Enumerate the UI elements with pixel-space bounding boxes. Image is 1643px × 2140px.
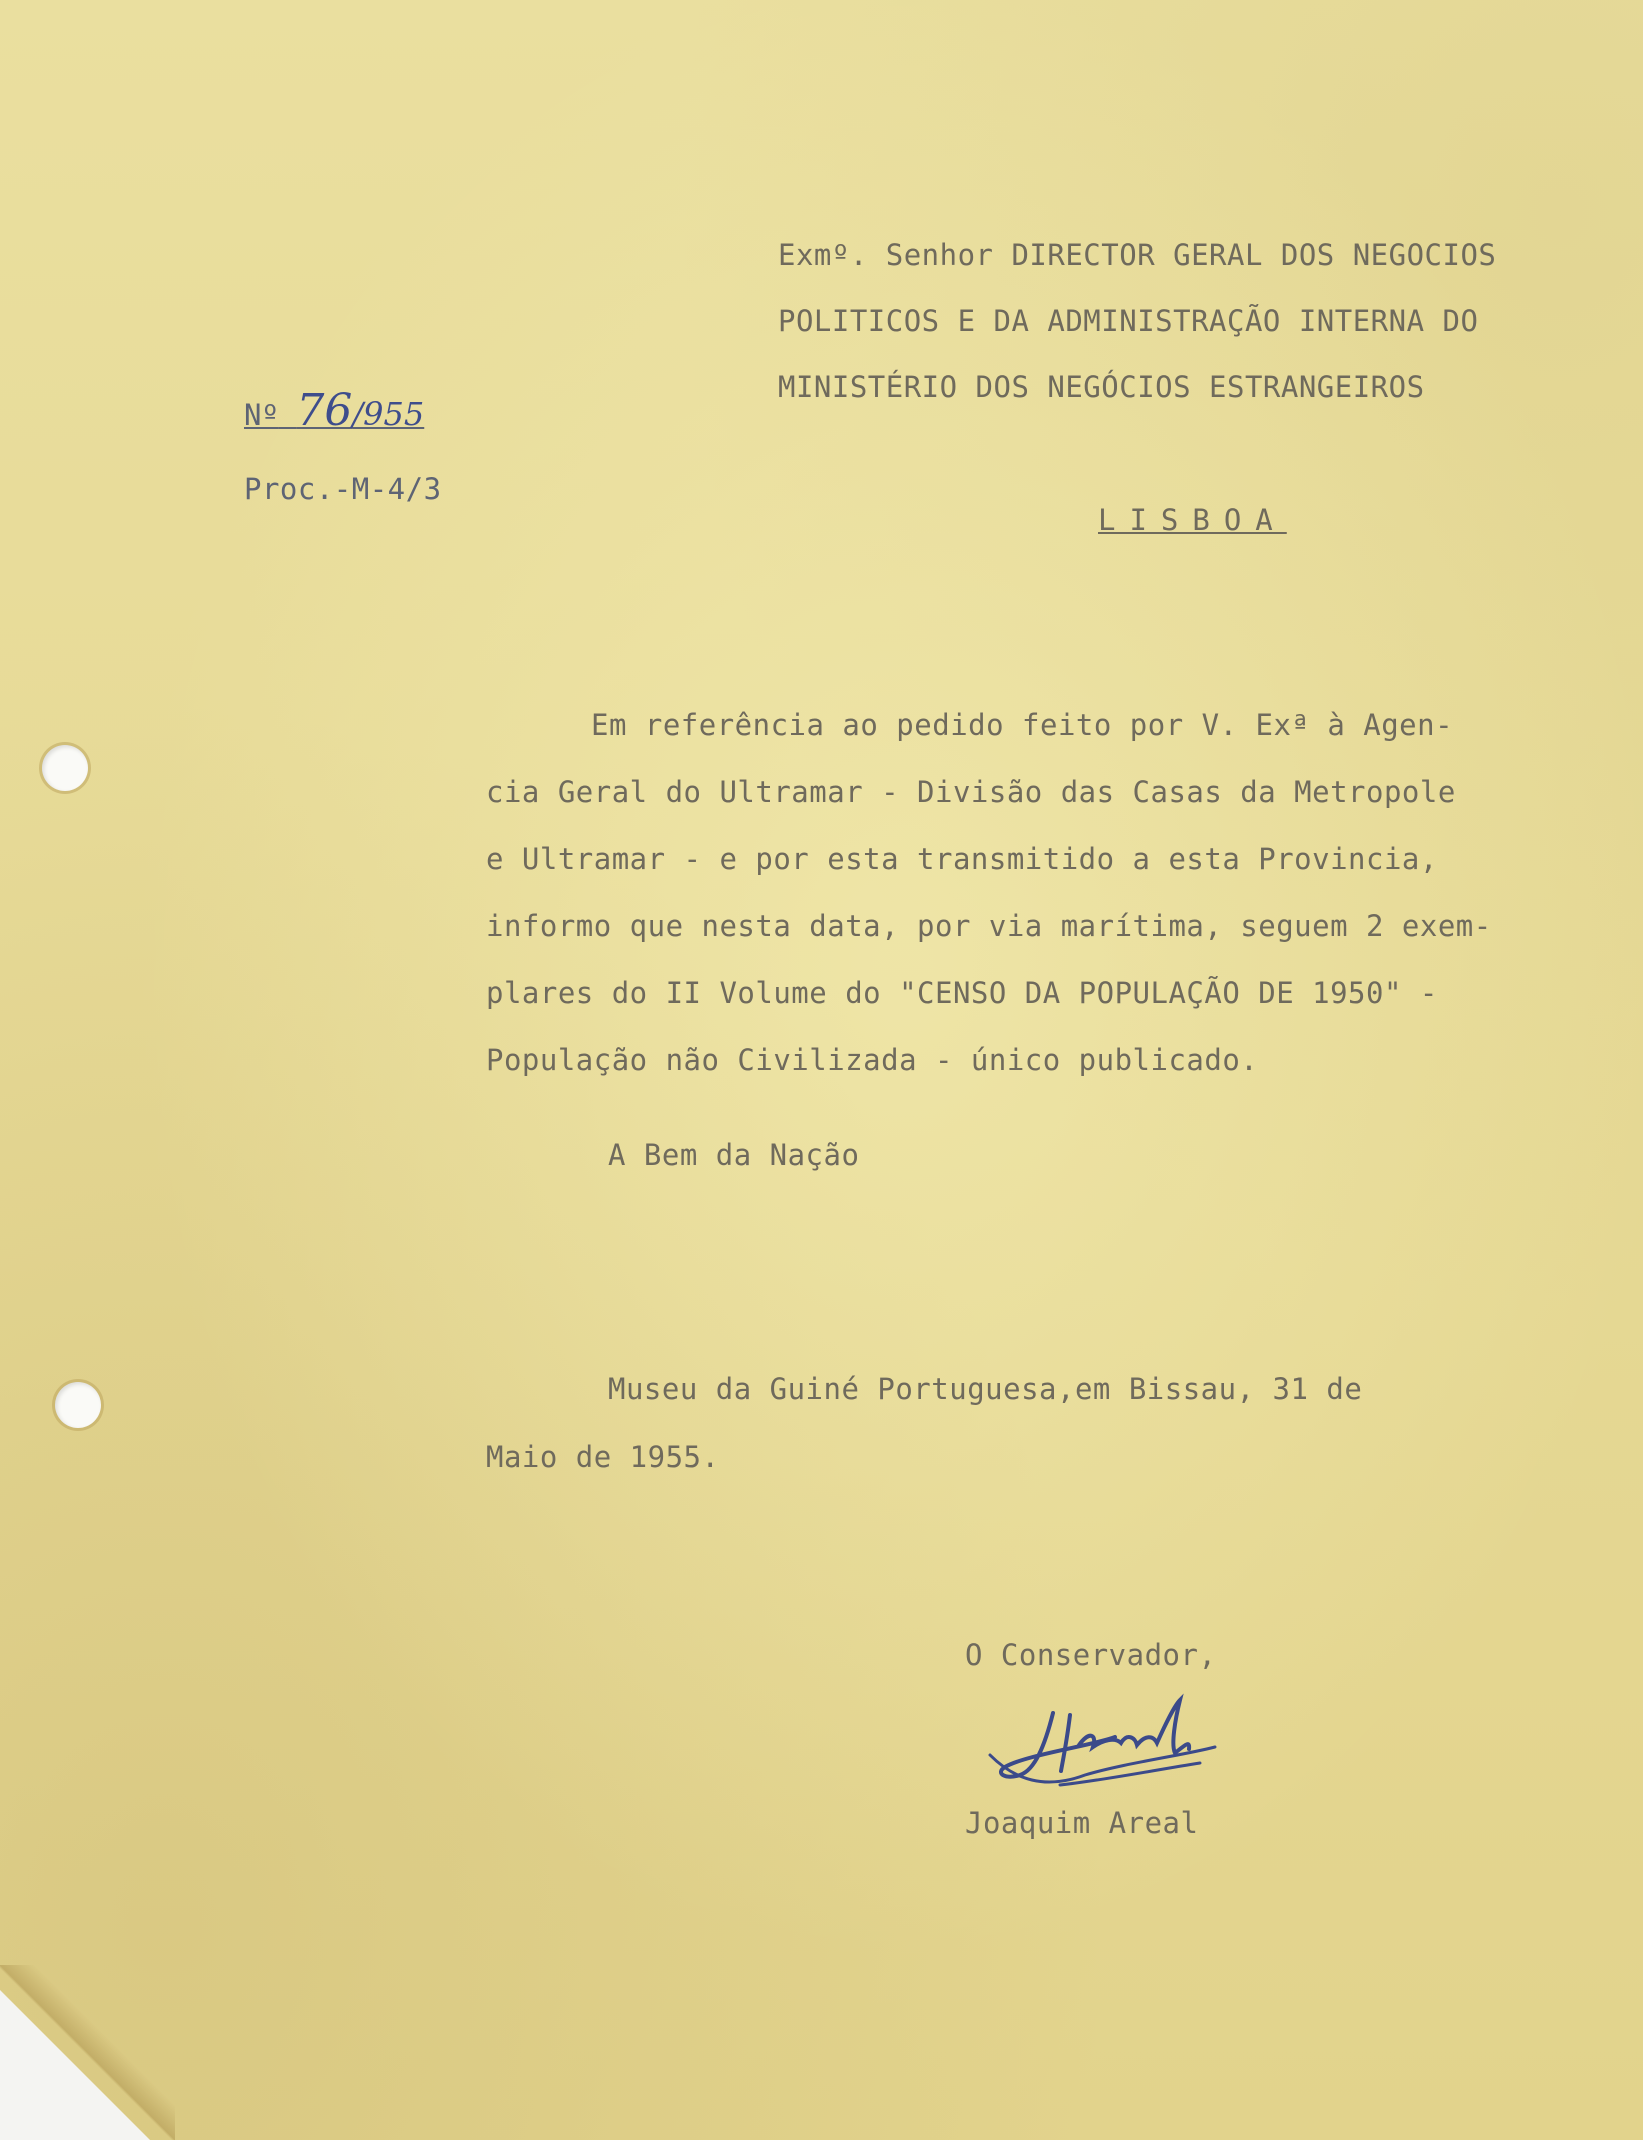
signatory-name: Joaquim Areal: [965, 1806, 1199, 1840]
reference-number-handwritten: 76: [296, 385, 353, 436]
place-date-line-2: Maio de 1955.: [486, 1440, 720, 1474]
addressee-line-1: Exmº. Senhor DIRECTOR GERAL DOS NEGOCIOS: [778, 238, 1497, 272]
body-line-1: Em referência ao pedido feito por V. Exª à Agen-: [591, 708, 1454, 742]
process-reference: Proc.-M-4/3: [244, 472, 442, 506]
place-date-line-1: Museu da Guiné Portuguesa,em Bissau, 31 de: [608, 1372, 1363, 1406]
addressee-block: [778, 222, 1496, 420]
punch-hole-bottom: [55, 1382, 101, 1428]
signature: [975, 1685, 1265, 1800]
body-line-6: População não Civilizada - único publicado.: [486, 1043, 1259, 1077]
body-line-3: e Ultramar - e por esta transmitido a esta Provincia,: [486, 842, 1438, 876]
letter-body: [486, 692, 1492, 1094]
body-line-4: informo que nesta data, por via marítima, seguem 2 exem-: [486, 909, 1492, 943]
reference-number-prefix: Nº: [244, 398, 279, 432]
addressee-line-3: MINISTÉRIO DOS NEGÓCIOS ESTRANGEIROS: [778, 370, 1425, 404]
reference-number: [244, 385, 424, 436]
reference-number-year: /955: [352, 395, 425, 433]
closing-title: O Conservador,: [965, 1638, 1217, 1672]
torn-corner: [0, 1990, 150, 2140]
body-line-5: plares do II Volume do "CENSO DA POPULAÇÃO DE 1950" -: [486, 976, 1438, 1010]
punch-hole-top: [42, 745, 88, 791]
addressee-city: LISBOA: [1098, 503, 1287, 537]
salutation: A Bem da Nação: [608, 1138, 860, 1172]
addressee-line-2: POLITICOS E DA ADMINISTRAÇÃO INTERNA DO: [778, 304, 1479, 338]
body-line-2: cia Geral do Ultramar - Divisão das Casas da Metropole: [486, 775, 1456, 809]
